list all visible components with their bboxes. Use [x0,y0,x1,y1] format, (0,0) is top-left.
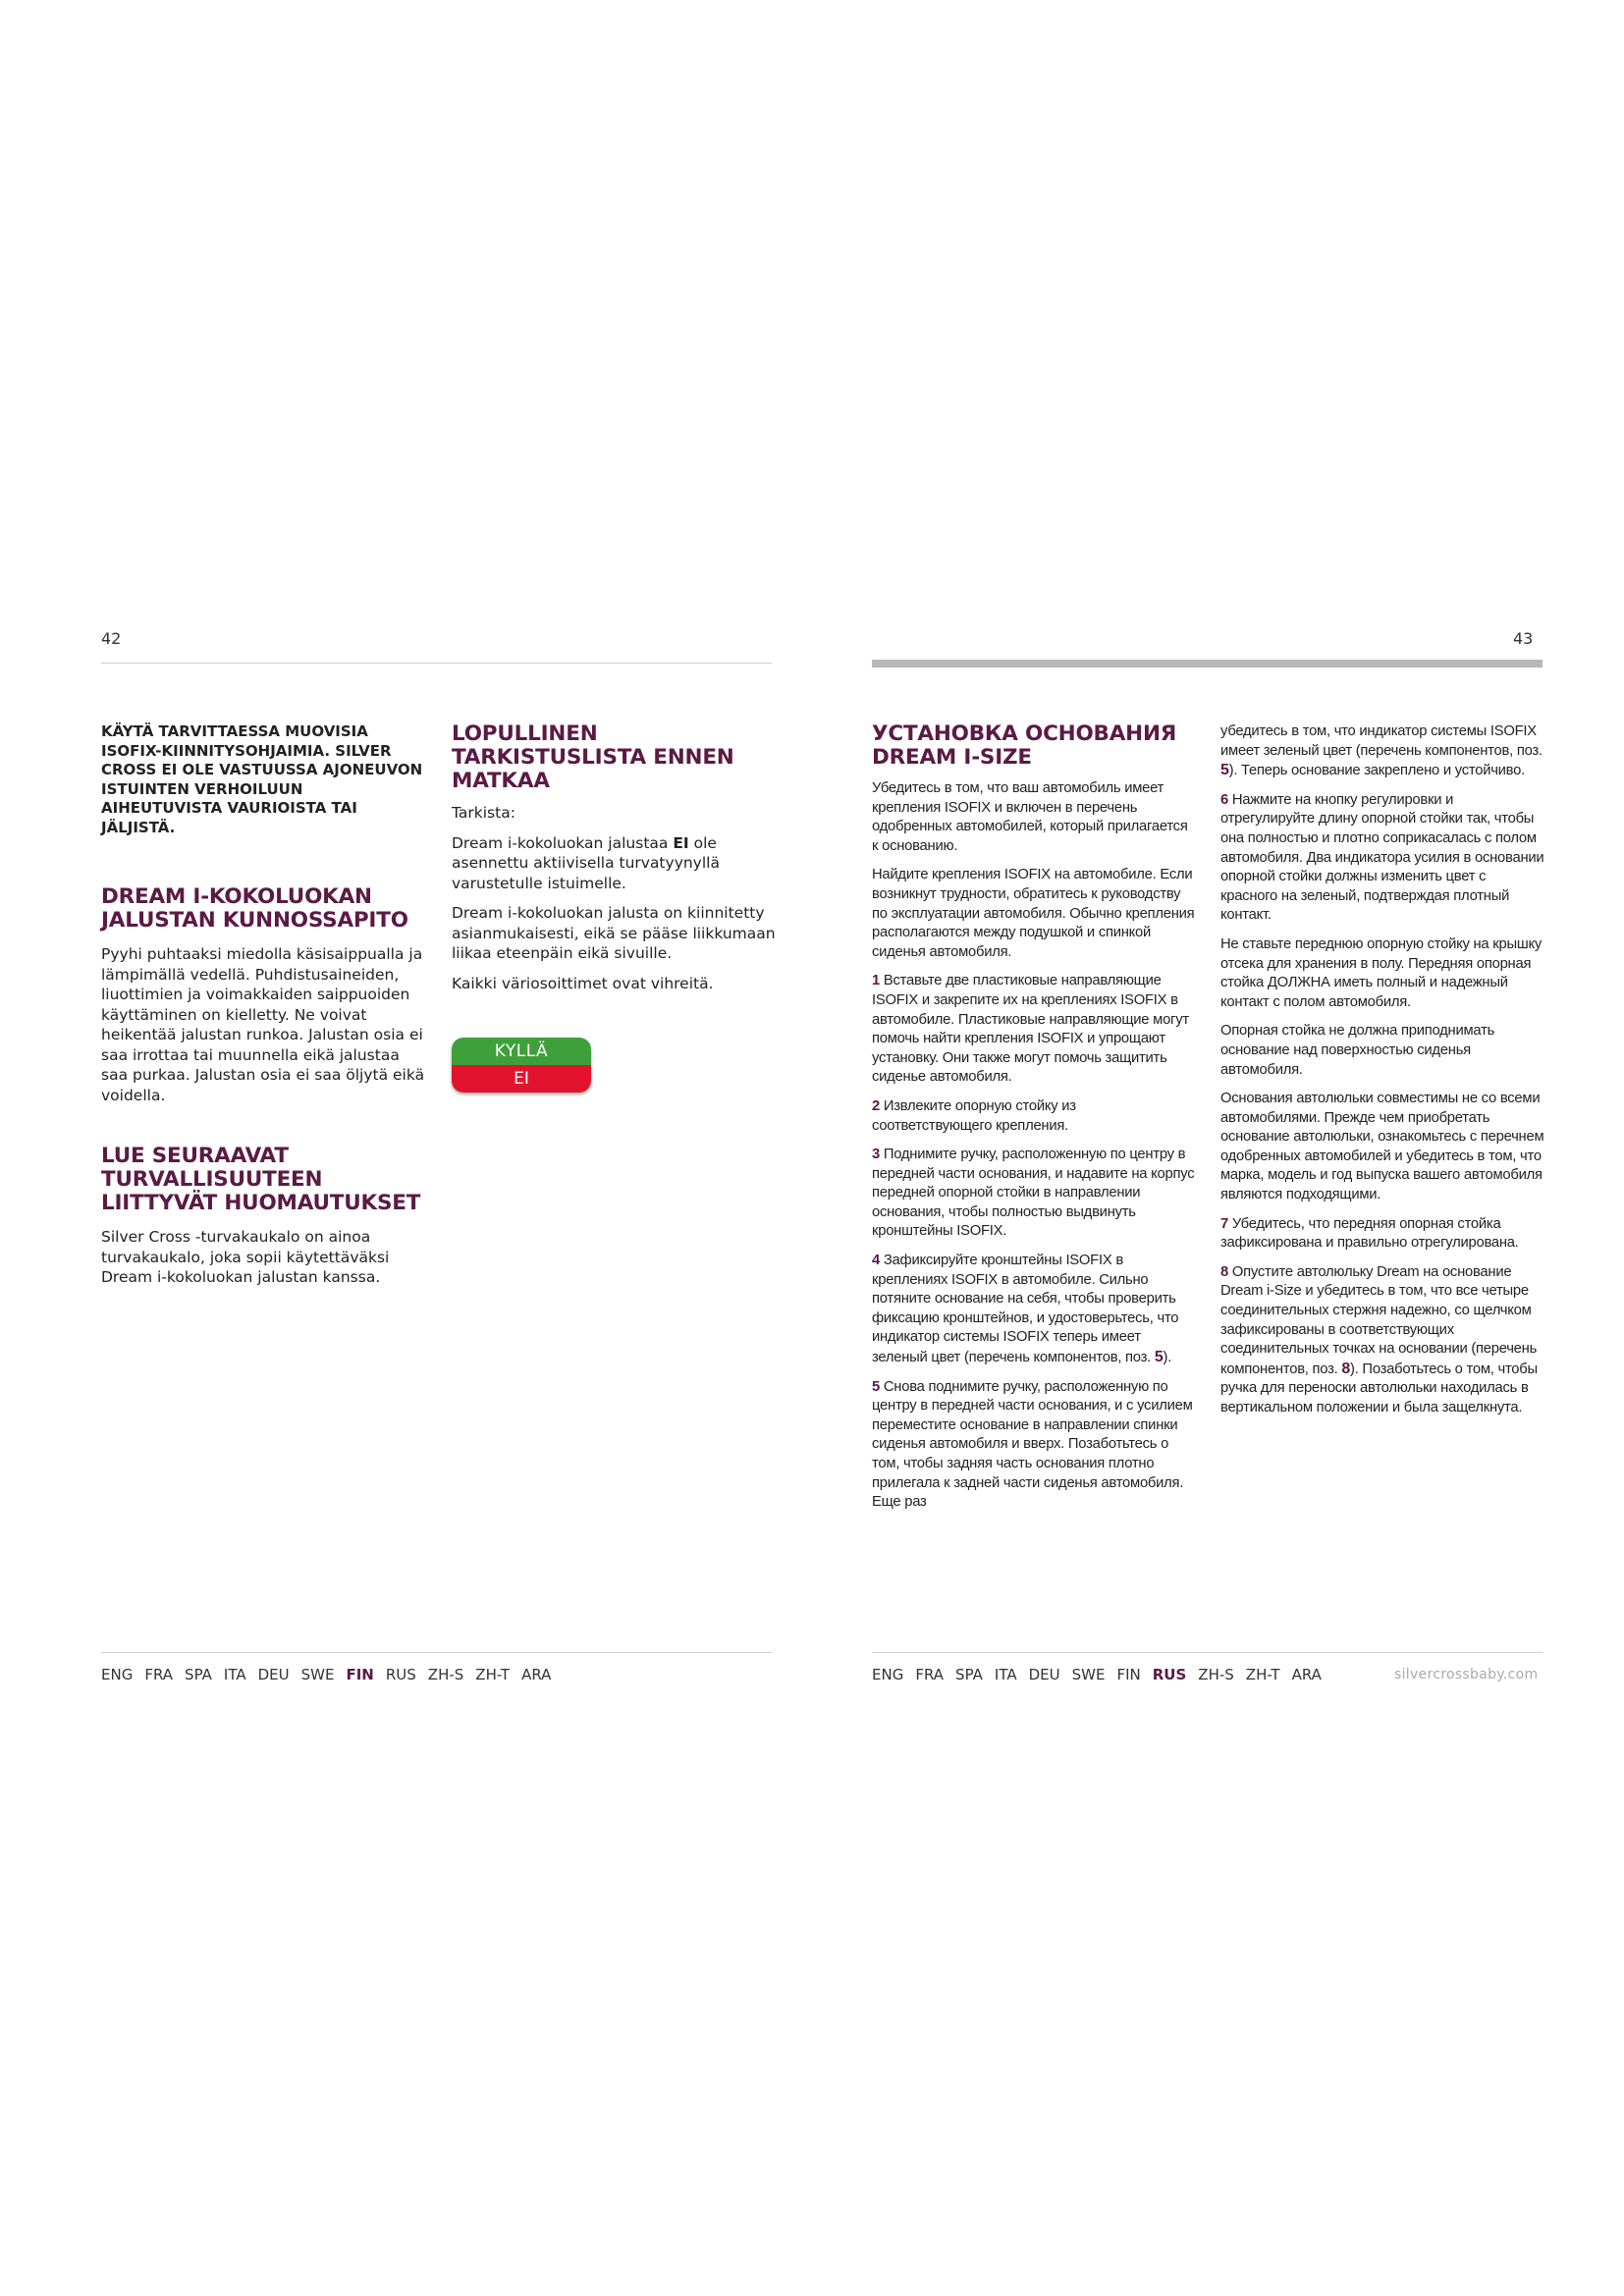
header-rule-right [872,660,1543,667]
language-bar-right [872,1666,1333,1683]
lang-link[interactable]: DEU [257,1666,290,1683]
badge-no: EI [452,1065,591,1093]
badge-yes: KYLLÄ [452,1038,591,1065]
check-label: Tarkista: [452,804,515,822]
step-2: 2 Извлеките опорную стойку из соответствующего крепления. [872,1097,1076,1134]
intro-paragraph-1: Убедитесь в том, что ваш автомобиль имеет крепления ISOFIX и включен в перечень одобренных автомобилей, который прилагается к основанию. [872,780,1188,854]
step-7: 7 Убедитесь, что передняя опорная стойка зафиксирована и правильно отрегулирована. [1220,1215,1519,1252]
left-column-1 [101,722,425,1288]
lang-link[interactable]: FRA [144,1666,174,1683]
step-6: 6 Нажмите на кнопку регулировки и отрегулируйте длину опорной стойки так, чтобы она полностью и плотно соприкасалась с полом автомобиля. Два индикатора усилия в основании опорной стойки должны изменить цвет с красного на зеленый, подтверждая плотный контакт. [1220,791,1544,924]
lang-link-active[interactable]: RUS [1152,1666,1187,1683]
lang-link[interactable]: ZH-S [1198,1666,1234,1683]
left-column-2 [452,722,776,993]
lang-link[interactable]: ZH-S [427,1666,464,1683]
step-3: 3 Поднимите ручку, расположенную по центру в передней части основания, и надавите на корпус передней опорной стойки в направлении основания, чтобы полностью выдвинуть кронштейны ISOFIX. [872,1147,1195,1240]
yes-no-badge [452,1038,591,1093]
safety-text: Silver Cross -turvakaukalo on ainoa turvakaukalo, joka sopii käytettäväksi Dream i-kokoluokan jalustan kanssa. [101,1228,390,1286]
lang-link[interactable]: ARA [1291,1666,1322,1683]
intro-paragraph-2: Найдите крепления ISOFIX на автомобиле. Если возникнут трудности, обратитесь к руководству по эксплуатации автомобиля. Обычно крепления располагаются между подушкой и спинкой сиденья автомобиля. [872,867,1195,960]
website-link[interactable]: silvercrossbaby.com [1394,1667,1539,1682]
checklist-title: LOPULLINEN TARKISTUSLISTA ENNEN MATKAA [452,721,734,793]
step-1: 1 Вставьте две пластиковые направляющие ISOFIX и закрепите их на креплениях ISOFIX в автомобиле. Пластиковые направляющие могут помочь найти крепления ISOFIX и упрощают установку. Они также могут помочь защитить сиденье автомобиля. [872,973,1189,1086]
footer-rule-right [872,1652,1543,1653]
lang-link[interactable]: FRA [915,1666,945,1683]
safety-title: LUE SEURAAVAT TURVALLISUUTEEN LIITTYVÄT HUOMAUTUKSET [101,1144,421,1215]
footer-rule-left [101,1652,772,1653]
lang-link[interactable]: SWE [300,1666,335,1683]
lang-link[interactable]: ITA [994,1666,1017,1683]
lang-link[interactable]: RUS [385,1666,416,1683]
checklist-item-2: Dream i-kokoluokan jalusta on kiinnitetty asianmukaisesti, eikä se pääse liikkumaan liikaa eteenpäin eikä sivuille. [452,904,776,962]
lang-link[interactable]: SPA [955,1666,983,1683]
lang-link[interactable]: ITA [223,1666,246,1683]
lang-link[interactable]: SPA [185,1666,212,1683]
lang-link[interactable]: DEU [1028,1666,1060,1683]
page-number-right: 43 [1513,629,1534,648]
page-number-left: 42 [101,629,122,648]
lang-link[interactable]: ARA [521,1666,552,1683]
maintenance-text: Pyyhi puhtaaksi miedolla käsisaippualla ja lämpimällä vedellä. Puhdistusaineiden, liuottimien ja voimakkaiden saippuoiden käyttäminen on kielletty. Ne voivat heikentää jalustan runkoa. Jalustan osia ei saa irrottaa tai muunnella eikä jalustaa saa purkaa. Jalustan osia ei saa öljytä eikä voidella. [101,945,425,1104]
lang-link[interactable]: ZH-T [1245,1666,1280,1683]
lang-link[interactable]: ZH-T [475,1666,511,1683]
note-lift: Опорная стойка не должна приподнимать основание над поверхностью сиденья автомобиля. [1220,1023,1495,1078]
lang-link-active[interactable]: FIN [346,1666,374,1683]
right-column-1 [872,722,1196,1513]
lang-link[interactable]: ENG [872,1666,904,1683]
step-5-continued: убедитесь в том, что индикатор системы ISOFIX имеет зеленый цвет (перечень компонентов, поз. 5). Теперь основание закреплено и устойчиво. [1220,723,1543,779]
language-bar-left [101,1666,563,1683]
step-4: 4 Зафиксируйте кронштейны ISOFIX в креплениях ISOFIX в автомобиле. Сильно потяните основание на себя, чтобы проверить фиксацию кронштейнов, и удостоверьтесь, что индикатор системы ISOFIX теперь имеет зеленый цвет (перечень компонентов, поз. 5). [872,1253,1179,1366]
checklist-item-3: Kaikki väriosoittimet ovat vihreitä. [452,974,714,992]
lang-link[interactable]: SWE [1071,1666,1106,1683]
right-column-2 [1220,722,1544,1418]
header-rule-left [101,663,772,664]
step-8: 8 Опустите автолюльку Dream на основание Dream i-Size и убедитесь в том, что все четыре соединительных стержня надежно, со щелчком зафиксированы в соответствующих соединительных точках на основании (перечень компонентов, поз. 8). Позаботьтесь о том, чтобы ручка для переноски автолюльки находилась в вертикальном положении и была защелкнута. [1220,1263,1538,1415]
step-5: 5 Снова поднимите ручку, расположенную по центру в передней части основания, и с усилием переместите основание в направлении спинки сиденья автомобиля и вверх. Позаботьтесь о том, чтобы задняя часть основания плотно прилегала к задней части сиденья автомобиля. Еще раз [872,1378,1193,1511]
installation-title: УСТАНОВКА ОСНОВАНИЯ DREAM I-SIZE [872,721,1177,770]
lang-link[interactable]: FIN [1116,1666,1141,1683]
maintenance-title: DREAM I-KOKOLUOKAN JALUSTAN KUNNOSSAPITO [101,884,408,933]
checklist-item-1: Dream i-kokoluokan jalustaa EI ole asennettu aktiivisella turvatyynyllä varustetulle istuimelle. [452,833,720,892]
isofix-warning: KÄYTÄ TARVITTAESSA MUOVISIA ISOFIX-KIINNITYSOHJAIMIA. SILVER CROSS EI OLE VASTUUSSA AJONEUVON ISTUINTEN VERHOILUUN AIHEUTUVISTA VAURIOISTA TAI JÄLJISTÄ. [101,722,423,836]
note-compatibility: Основания автолюльки совместимы не со всеми автомобилями. Прежде чем приобретать основание автолюльки, ознакомьтесь с перечнем одобренных автомобилей и убедитесь в том, что марка, модель и год выпуска вашего автомобиля являются подходящими. [1220,1091,1544,1203]
note-storage: Не ставьте переднюю опорную стойку на крышку отсека для хранения в полу. Передняя опорная стойка ДОЛЖНА иметь полный и надежный контакт с полом автомобиля. [1220,935,1543,1010]
lang-link[interactable]: ENG [101,1666,134,1683]
